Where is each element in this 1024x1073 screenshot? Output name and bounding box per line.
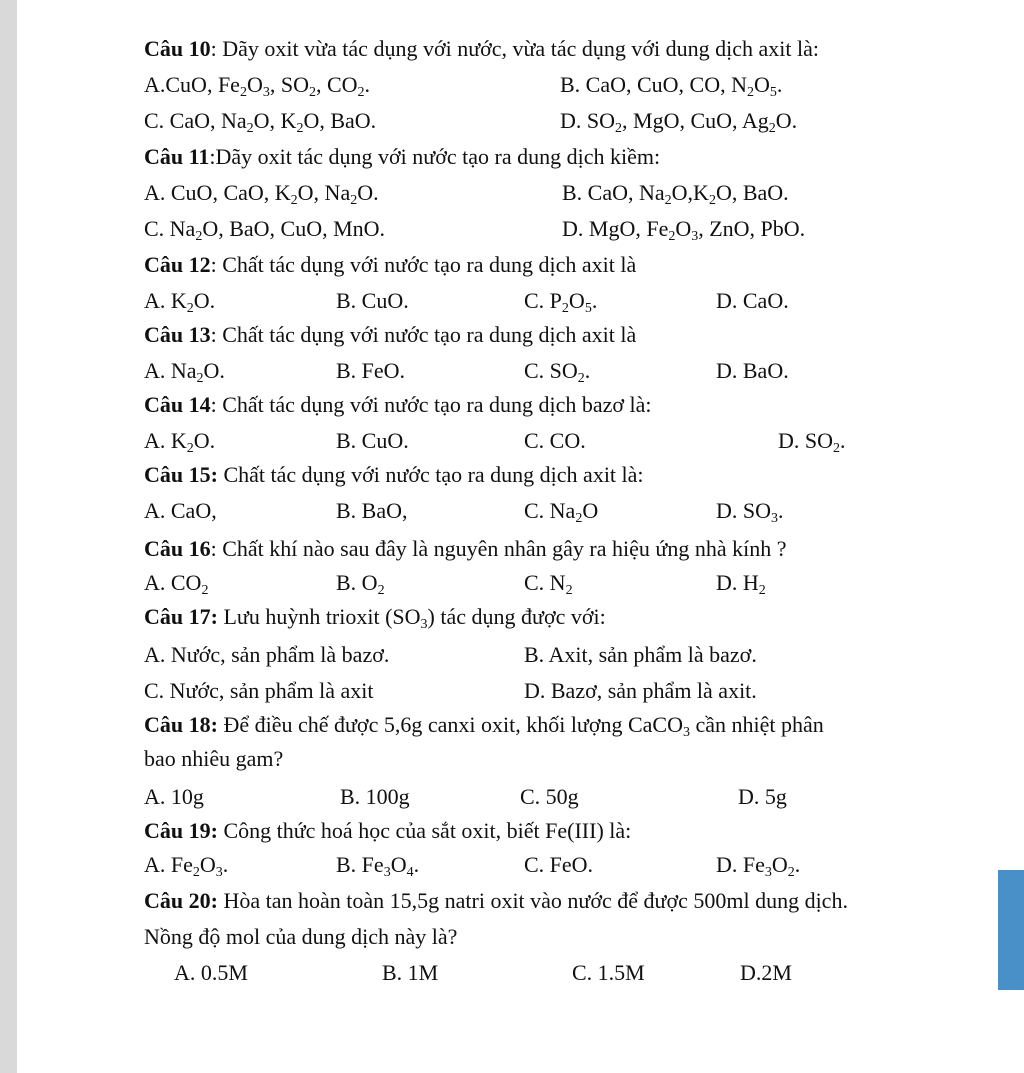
question-text: : Chất tác dụng với nước tạo ra dung dịch axit là	[210, 322, 637, 347]
question-20-line2: Nồng độ mol của dung dịch này là?	[144, 924, 458, 949]
question-label: Câu 11	[144, 144, 210, 169]
question-10	[144, 36, 819, 62]
option-b: B. BaO,	[336, 498, 408, 523]
scroll-tab[interactable]	[998, 870, 1024, 990]
question-text: :Dãy oxit tác dụng với nước tạo ra dung dịch kiềm:	[209, 144, 661, 169]
question-12	[144, 252, 636, 278]
question-label: Câu 18:	[144, 712, 218, 737]
option-b: B. CaO, CuO, CO, $N_2O_5$.	[560, 72, 783, 100]
option-c: C. CaO, $Na_2O$, $K_2O$, BaO.	[144, 108, 377, 136]
question-label: Câu 12	[144, 252, 211, 277]
question-label: Câu 19:	[144, 818, 218, 843]
option-a: A. 0.5M	[174, 960, 248, 985]
option-a: A. 10g	[144, 784, 204, 809]
question-text: : Chất tác dụng với nước tạo ra dung dịch axit là	[210, 252, 637, 277]
option-c: C. CO.	[524, 428, 586, 453]
question-19	[144, 818, 631, 844]
option-d: D. MgO, $Fe_2O_3$, ZnO, PbO.	[562, 216, 806, 244]
question-text: Công thức hoá học của sắt oxit, biết Fe(III) là:	[217, 818, 632, 843]
question-text: Hòa tan hoàn toàn 15,5g natri oxit vào nước để được 500ml dung dịch.	[217, 888, 848, 913]
option-a: A. CuO, CaO, $K_2O$, $Na_2O$.	[144, 180, 379, 208]
option-b: B. $Fe_3O_4$.	[336, 852, 420, 880]
option-c: C. 1.5M	[572, 960, 645, 985]
option-b: B. CaO, $Na_2O,K_2O$, BaO.	[562, 180, 789, 208]
option-b: B. CuO.	[336, 428, 409, 453]
option-a: A. $CO_2$	[144, 570, 209, 598]
question-text: : Chất tác dụng với nước tạo ra dung dịch bazơ là:	[210, 392, 652, 417]
option-b: B. FeO.	[336, 358, 406, 383]
option-d: D. $SO_2$, MgO, CuO, $Ag_2O$.	[560, 108, 798, 136]
option-d: D. 5g	[738, 784, 787, 809]
option-c: C. $P_2O_5$.	[524, 288, 598, 316]
option-d: D. $SO_3$.	[716, 498, 784, 526]
question-label: Câu 20:	[144, 888, 218, 913]
option-a: A. $K_2O$.	[144, 428, 216, 456]
page-left-margin	[0, 0, 17, 1073]
option-d: D. $Fe_3O_2$.	[716, 852, 801, 880]
question-18-line2: bao nhiêu gam?	[144, 746, 284, 771]
option-d: D. CaO.	[716, 288, 789, 313]
option-a: A. Nước, sản phẩm là bazơ.	[144, 642, 390, 667]
question-label: Câu 13	[144, 322, 211, 347]
option-c: C. FeO.	[524, 852, 594, 877]
option-a: A. $Na_2O$.	[144, 358, 225, 386]
option-b: B. CuO.	[336, 288, 409, 313]
question-label: Câu 17:	[144, 604, 218, 629]
question-15	[144, 462, 644, 488]
option-b: B. $O_2$	[336, 570, 385, 598]
option-c: C. Nước, sản phẩm là axit	[144, 678, 374, 703]
option-b: B. 1M	[382, 960, 439, 985]
question-16	[144, 536, 786, 562]
option-d: D.2M	[740, 960, 792, 985]
question-13	[144, 322, 636, 348]
option-a: A. CaO,	[144, 498, 217, 523]
option-c: C. $N_2$	[524, 570, 573, 598]
option-c: C. $Na_2O$	[524, 498, 599, 526]
option-c: C. 50g	[520, 784, 579, 809]
option-d: D. Bazơ, sản phẩm là axit.	[524, 678, 757, 703]
option-a: A. $K_2O$.	[144, 288, 216, 316]
option-d: D. $H_2$	[716, 570, 766, 598]
question-18: Câu 18: Để điều chế được 5,6g canxi oxit, khối lượng CaCO$_3$ cần nhiệt phân	[144, 712, 824, 740]
question-20	[144, 888, 848, 914]
option-b: B. Axit, sản phẩm là bazơ.	[524, 642, 757, 667]
option-c: C. $Na_2O$, BaO, CuO, MnO.	[144, 216, 386, 244]
option-b: B. 100g	[340, 784, 410, 809]
question-text: : Chất khí nào sau đây là nguyên nhân gây ra hiệu ứng nhà kính ?	[210, 536, 787, 561]
option-d: D. BaO.	[716, 358, 789, 383]
question-label: Câu 15:	[144, 462, 218, 487]
question-17: Câu 17: Lưu huỳnh trioxit $(SO_3)$ tác dụng được với:	[144, 604, 606, 632]
option-a: A.CuO, $Fe_2O_3$, $SO_2$, $CO_2$.	[144, 72, 371, 100]
question-text: : Dãy oxit vừa tác dụng với nước, vừa tác dụng với dung dịch axit là:	[210, 36, 819, 61]
question-text: Chất tác dụng với nước tạo ra dung dịch axit là:	[217, 462, 644, 487]
option-d: D. $SO_2$.	[778, 428, 846, 456]
question-11	[144, 144, 660, 170]
question-label: Câu 14	[144, 392, 211, 417]
question-label: Câu 10	[144, 36, 211, 61]
option-a: A. $Fe_2O_3$.	[144, 852, 229, 880]
question-label: Câu 16	[144, 536, 211, 561]
question-14	[144, 392, 652, 418]
option-c: C. $SO_2$.	[524, 358, 591, 386]
